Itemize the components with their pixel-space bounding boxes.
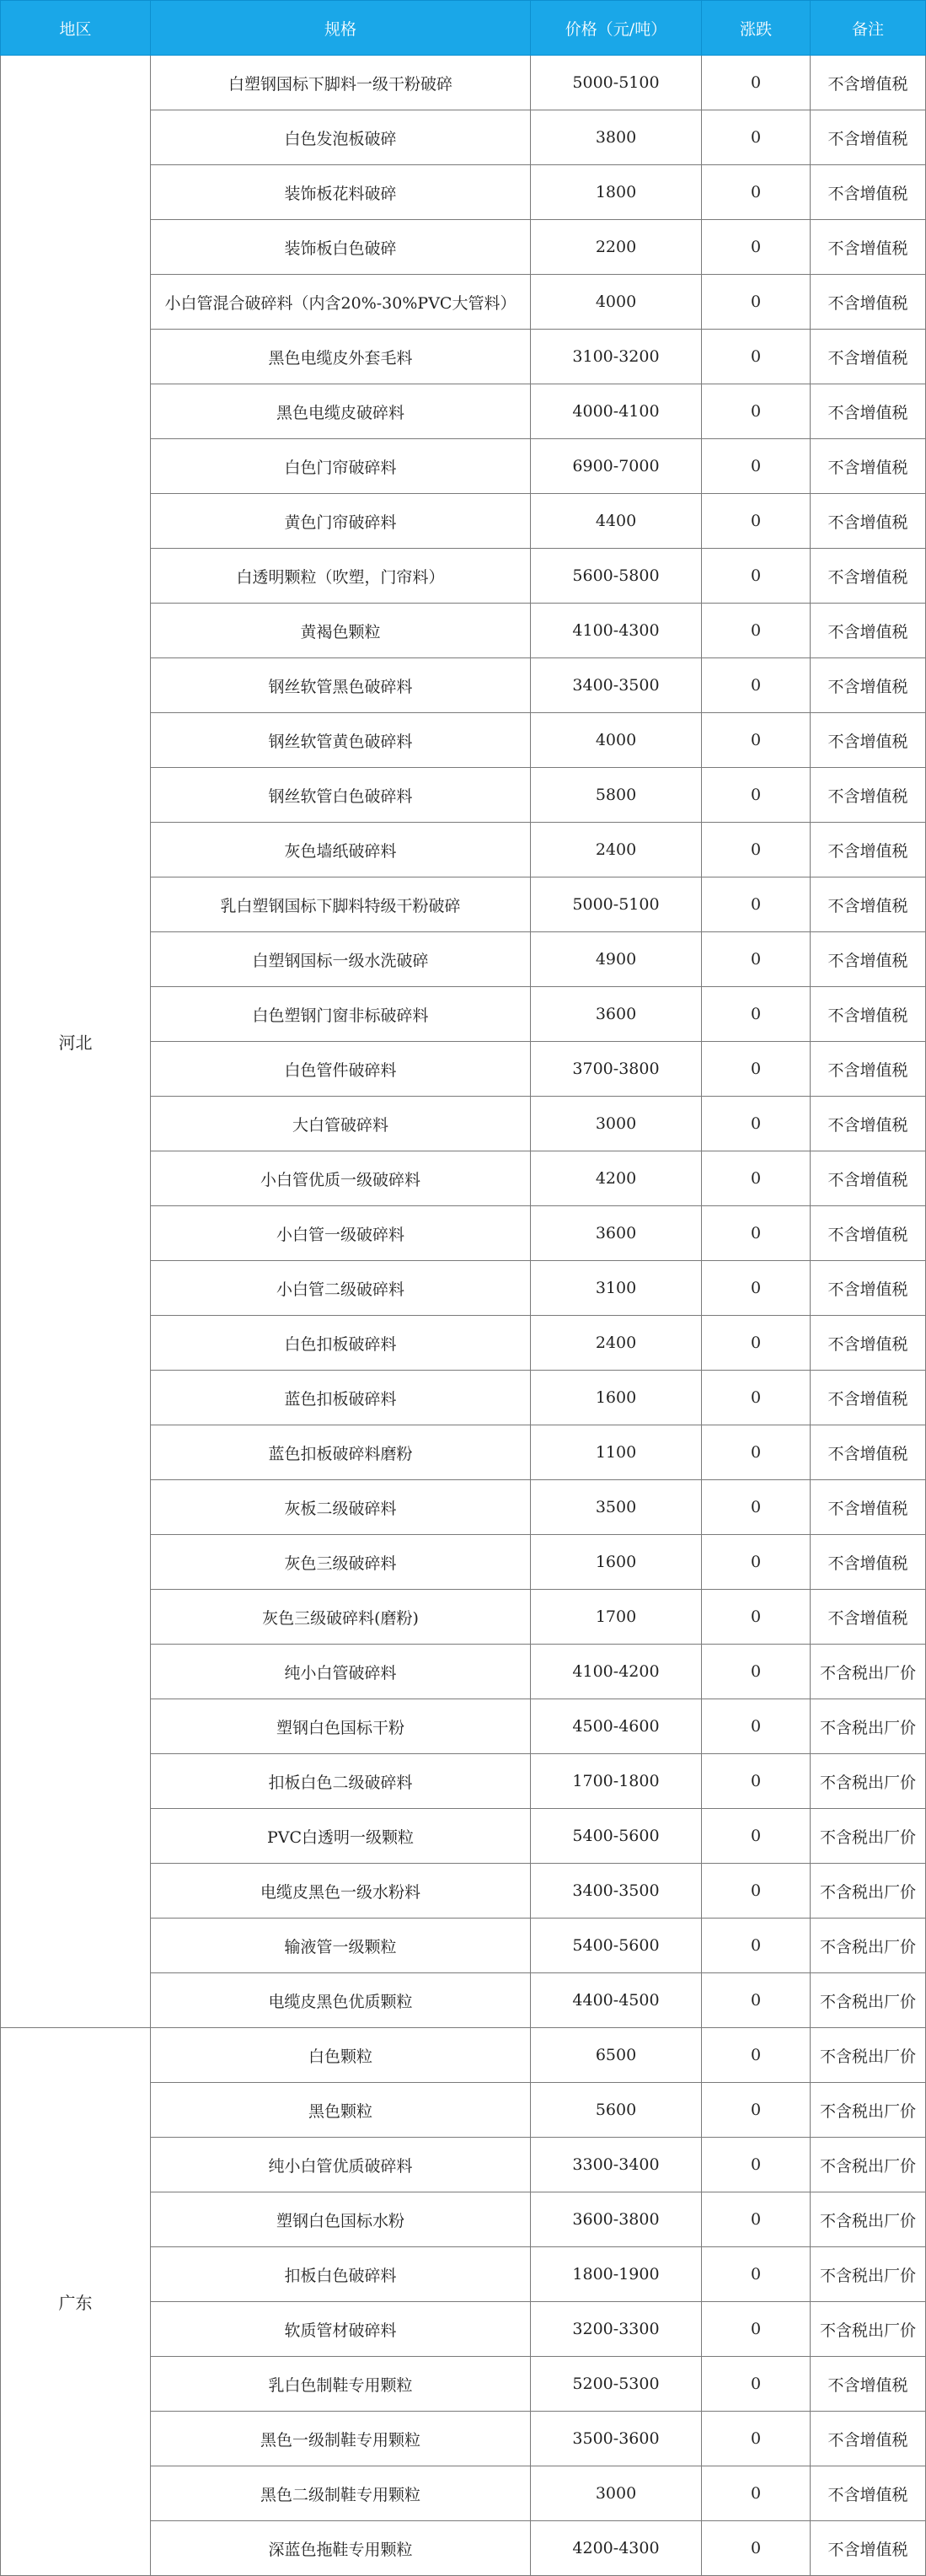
change-cell: 0 <box>702 439 811 494</box>
change-cell: 0 <box>702 165 811 220</box>
price-cell: 1800 <box>531 165 702 220</box>
spec-cell: 黑色一级制鞋专用颗粒 <box>151 2412 531 2466</box>
change-cell: 0 <box>702 1645 811 1699</box>
price-cell: 3000 <box>531 2466 702 2521</box>
price-cell: 2200 <box>531 220 702 275</box>
spec-cell: 深蓝色拖鞋专用颗粒 <box>151 2521 531 2576</box>
note-cell: 不含增值税 <box>811 439 926 494</box>
header-price: 价格（元/吨） <box>531 1 702 56</box>
spec-cell: 白透明颗粒（吹塑，门帘料） <box>151 549 531 604</box>
price-cell: 5800 <box>531 768 702 823</box>
change-cell: 0 <box>702 1535 811 1590</box>
price-cell: 5600 <box>531 2083 702 2138</box>
spec-cell: 白色管件破碎料 <box>151 1042 531 1097</box>
note-cell: 不含增值税 <box>811 494 926 549</box>
note-cell: 不含增值税 <box>811 165 926 220</box>
change-cell: 0 <box>702 275 811 330</box>
spec-cell: 黄色门帘破碎料 <box>151 494 531 549</box>
price-cell: 3300-3400 <box>531 2138 702 2192</box>
change-cell: 0 <box>702 1590 811 1645</box>
price-cell: 4400 <box>531 494 702 549</box>
price-cell: 5400-5600 <box>531 1809 702 1864</box>
price-cell: 1700-1800 <box>531 1754 702 1809</box>
price-cell: 4100-4300 <box>531 604 702 658</box>
note-cell: 不含增值税 <box>811 110 926 165</box>
note-cell: 不含税出厂价 <box>811 1699 926 1754</box>
change-cell: 0 <box>702 1973 811 2028</box>
note-cell: 不含税出厂价 <box>811 1919 926 1973</box>
price-cell: 3600-3800 <box>531 2192 702 2247</box>
change-cell: 0 <box>702 220 811 275</box>
note-cell: 不含增值税 <box>811 1151 926 1206</box>
table-row <box>1 56 926 110</box>
price-cell: 4200-4300 <box>531 2521 702 2576</box>
spec-cell: 乳白色制鞋专用颗粒 <box>151 2357 531 2412</box>
spec-cell: 蓝色扣板破碎料 <box>151 1371 531 1425</box>
note-cell: 不含增值税 <box>811 768 926 823</box>
spec-cell: 钢丝软管白色破碎料 <box>151 768 531 823</box>
price-cell: 1600 <box>531 1371 702 1425</box>
note-cell: 不含增值税 <box>811 823 926 877</box>
note-cell: 不含税出厂价 <box>811 1754 926 1809</box>
note-cell: 不含增值税 <box>811 1206 926 1261</box>
spec-cell: 黑色电缆皮外套毛料 <box>151 330 531 384</box>
note-cell: 不含增值税 <box>811 1042 926 1097</box>
spec-cell: 灰板二级破碎料 <box>151 1480 531 1535</box>
region-cell: 河北 <box>1 56 151 2028</box>
header-change: 涨跌 <box>702 1 811 56</box>
price-cell: 5600-5800 <box>531 549 702 604</box>
change-cell: 0 <box>702 1316 811 1371</box>
header-spec: 规格 <box>151 1 531 56</box>
spec-cell: 大白管破碎料 <box>151 1097 531 1151</box>
spec-cell: 灰色三级破碎料 <box>151 1535 531 1590</box>
note-cell: 不含税出厂价 <box>811 2302 926 2357</box>
note-cell: 不含增值税 <box>811 2466 926 2521</box>
price-cell: 6900-7000 <box>531 439 702 494</box>
change-cell: 0 <box>702 1042 811 1097</box>
note-cell: 不含增值税 <box>811 713 926 768</box>
spec-cell: 电缆皮黑色优质颗粒 <box>151 1973 531 2028</box>
price-cell: 4400-4500 <box>531 1973 702 2028</box>
spec-cell: 扣板白色破碎料 <box>151 2247 531 2302</box>
price-cell: 3400-3500 <box>531 1864 702 1919</box>
price-cell: 3700-3800 <box>531 1042 702 1097</box>
price-cell: 5200-5300 <box>531 2357 702 2412</box>
price-cell: 2400 <box>531 1316 702 1371</box>
spec-cell: 白色塑钢门窗非标破碎料 <box>151 987 531 1042</box>
price-cell: 1800-1900 <box>531 2247 702 2302</box>
change-cell: 0 <box>702 494 811 549</box>
spec-cell: 小白管二级破碎料 <box>151 1261 531 1316</box>
header-row <box>1 1 926 56</box>
price-cell: 3800 <box>531 110 702 165</box>
note-cell: 不含增值税 <box>811 932 926 987</box>
change-cell: 0 <box>702 1151 811 1206</box>
spec-cell: 小白管一级破碎料 <box>151 1206 531 1261</box>
price-cell: 4100-4200 <box>531 1645 702 1699</box>
spec-cell: 装饰板花料破碎 <box>151 165 531 220</box>
change-cell: 0 <box>702 2247 811 2302</box>
change-cell: 0 <box>702 1480 811 1535</box>
change-cell: 0 <box>702 1425 811 1480</box>
change-cell: 0 <box>702 987 811 1042</box>
price-cell: 1100 <box>531 1425 702 1480</box>
change-cell: 0 <box>702 2302 811 2357</box>
spec-cell: 白色颗粒 <box>151 2028 531 2083</box>
spec-cell: 小白管优质一级破碎料 <box>151 1151 531 1206</box>
price-cell: 5000-5100 <box>531 877 702 932</box>
price-cell: 4200 <box>531 1151 702 1206</box>
spec-cell: 黑色电缆皮破碎料 <box>151 384 531 439</box>
change-cell: 0 <box>702 1699 811 1754</box>
change-cell: 0 <box>702 2083 811 2138</box>
change-cell: 0 <box>702 384 811 439</box>
change-cell: 0 <box>702 2192 811 2247</box>
change-cell: 0 <box>702 877 811 932</box>
note-cell: 不含税出厂价 <box>811 1864 926 1919</box>
spec-cell: 白塑钢国标一级水洗破碎 <box>151 932 531 987</box>
spec-cell: 纯小白管优质破碎料 <box>151 2138 531 2192</box>
note-cell: 不含税出厂价 <box>811 2247 926 2302</box>
note-cell: 不含税出厂价 <box>811 2192 926 2247</box>
region-cell: 广东 <box>1 2028 151 2576</box>
note-cell: 不含增值税 <box>811 2521 926 2576</box>
price-cell: 3500 <box>531 1480 702 1535</box>
note-cell: 不含增值税 <box>811 604 926 658</box>
change-cell: 0 <box>702 549 811 604</box>
change-cell: 0 <box>702 1206 811 1261</box>
note-cell: 不含增值税 <box>811 549 926 604</box>
spec-cell: 白色发泡板破碎 <box>151 110 531 165</box>
price-cell: 4500-4600 <box>531 1699 702 1754</box>
spec-cell: 钢丝软管黑色破碎料 <box>151 658 531 713</box>
spec-cell: 乳白塑钢国标下脚料特级干粉破碎 <box>151 877 531 932</box>
change-cell: 0 <box>702 823 811 877</box>
note-cell: 不含增值税 <box>811 1371 926 1425</box>
change-cell: 0 <box>702 2521 811 2576</box>
change-cell: 0 <box>702 1754 811 1809</box>
price-cell: 4000 <box>531 275 702 330</box>
price-cell: 3600 <box>531 987 702 1042</box>
note-cell: 不含增值税 <box>811 1316 926 1371</box>
change-cell: 0 <box>702 330 811 384</box>
note-cell: 不含税出厂价 <box>811 2083 926 2138</box>
price-cell: 4000-4100 <box>531 384 702 439</box>
price-cell: 1700 <box>531 1590 702 1645</box>
spec-cell: 小白管混合破碎料（内含20%-30%PVC大管料） <box>151 275 531 330</box>
table-body <box>1 56 926 2576</box>
note-cell: 不含增值税 <box>811 275 926 330</box>
spec-cell: 钢丝软管黄色破碎料 <box>151 713 531 768</box>
note-cell: 不含税出厂价 <box>811 1645 926 1699</box>
note-cell: 不含增值税 <box>811 56 926 110</box>
price-cell: 3200-3300 <box>531 2302 702 2357</box>
spec-cell: 白塑钢国标下脚料一级干粉破碎 <box>151 56 531 110</box>
spec-cell: 黑色二级制鞋专用颗粒 <box>151 2466 531 2521</box>
spec-cell: 电缆皮黑色一级水粉料 <box>151 1864 531 1919</box>
price-cell: 6500 <box>531 2028 702 2083</box>
note-cell: 不含税出厂价 <box>811 2138 926 2192</box>
price-cell: 3000 <box>531 1097 702 1151</box>
note-cell: 不含增值税 <box>811 1097 926 1151</box>
change-cell: 0 <box>702 2357 811 2412</box>
change-cell: 0 <box>702 2466 811 2521</box>
change-cell: 0 <box>702 768 811 823</box>
change-cell: 0 <box>702 932 811 987</box>
price-cell: 3400-3500 <box>531 658 702 713</box>
spec-cell: 塑钢白色国标水粉 <box>151 2192 531 2247</box>
note-cell: 不含增值税 <box>811 2357 926 2412</box>
price-cell: 3100-3200 <box>531 330 702 384</box>
spec-cell: 白色门帘破碎料 <box>151 439 531 494</box>
price-cell: 3600 <box>531 1206 702 1261</box>
price-cell: 1600 <box>531 1535 702 1590</box>
spec-cell: 灰色三级破碎料(磨粉) <box>151 1590 531 1645</box>
note-cell: 不含增值税 <box>811 330 926 384</box>
note-cell: 不含税出厂价 <box>811 1973 926 2028</box>
note-cell: 不含增值税 <box>811 220 926 275</box>
price-cell: 5400-5600 <box>531 1919 702 1973</box>
change-cell: 0 <box>702 2028 811 2083</box>
note-cell: 不含增值税 <box>811 987 926 1042</box>
change-cell: 0 <box>702 604 811 658</box>
table-header <box>1 1 926 56</box>
note-cell: 不含增值税 <box>811 1535 926 1590</box>
header-note: 备注 <box>811 1 926 56</box>
change-cell: 0 <box>702 713 811 768</box>
price-cell: 3500-3600 <box>531 2412 702 2466</box>
change-cell: 0 <box>702 2412 811 2466</box>
note-cell: 不含增值税 <box>811 877 926 932</box>
spec-cell: 灰色墙纸破碎料 <box>151 823 531 877</box>
spec-cell: 输液管一级颗粒 <box>151 1919 531 1973</box>
price-cell: 2400 <box>531 823 702 877</box>
spec-cell: 白色扣板破碎料 <box>151 1316 531 1371</box>
change-cell: 0 <box>702 2138 811 2192</box>
header-region: 地区 <box>1 1 151 56</box>
note-cell: 不含税出厂价 <box>811 2028 926 2083</box>
change-cell: 0 <box>702 1097 811 1151</box>
spec-cell: 塑钢白色国标干粉 <box>151 1699 531 1754</box>
table-row <box>1 2028 926 2083</box>
change-cell: 0 <box>702 1864 811 1919</box>
price-cell: 4000 <box>531 713 702 768</box>
note-cell: 不含增值税 <box>811 2412 926 2466</box>
spec-cell: 黑色颗粒 <box>151 2083 531 2138</box>
spec-cell: PVC白透明一级颗粒 <box>151 1809 531 1864</box>
note-cell: 不含增值税 <box>811 658 926 713</box>
change-cell: 0 <box>702 110 811 165</box>
spec-cell: 软质管材破碎料 <box>151 2302 531 2357</box>
spec-cell: 纯小白管破碎料 <box>151 1645 531 1699</box>
note-cell: 不含增值税 <box>811 1590 926 1645</box>
change-cell: 0 <box>702 658 811 713</box>
change-cell: 0 <box>702 1809 811 1864</box>
note-cell: 不含增值税 <box>811 1480 926 1535</box>
note-cell: 不含增值税 <box>811 1261 926 1316</box>
change-cell: 0 <box>702 1261 811 1316</box>
note-cell: 不含增值税 <box>811 1425 926 1480</box>
change-cell: 0 <box>702 1371 811 1425</box>
spec-cell: 扣板白色二级破碎料 <box>151 1754 531 1809</box>
note-cell: 不含税出厂价 <box>811 1809 926 1864</box>
change-cell: 0 <box>702 56 811 110</box>
spec-cell: 黄褐色颗粒 <box>151 604 531 658</box>
note-cell: 不含增值税 <box>811 384 926 439</box>
price-cell: 3100 <box>531 1261 702 1316</box>
price-cell: 5000-5100 <box>531 56 702 110</box>
spec-cell: 蓝色扣板破碎料磨粉 <box>151 1425 531 1480</box>
price-cell: 4900 <box>531 932 702 987</box>
spec-cell: 装饰板白色破碎 <box>151 220 531 275</box>
change-cell: 0 <box>702 1919 811 1973</box>
